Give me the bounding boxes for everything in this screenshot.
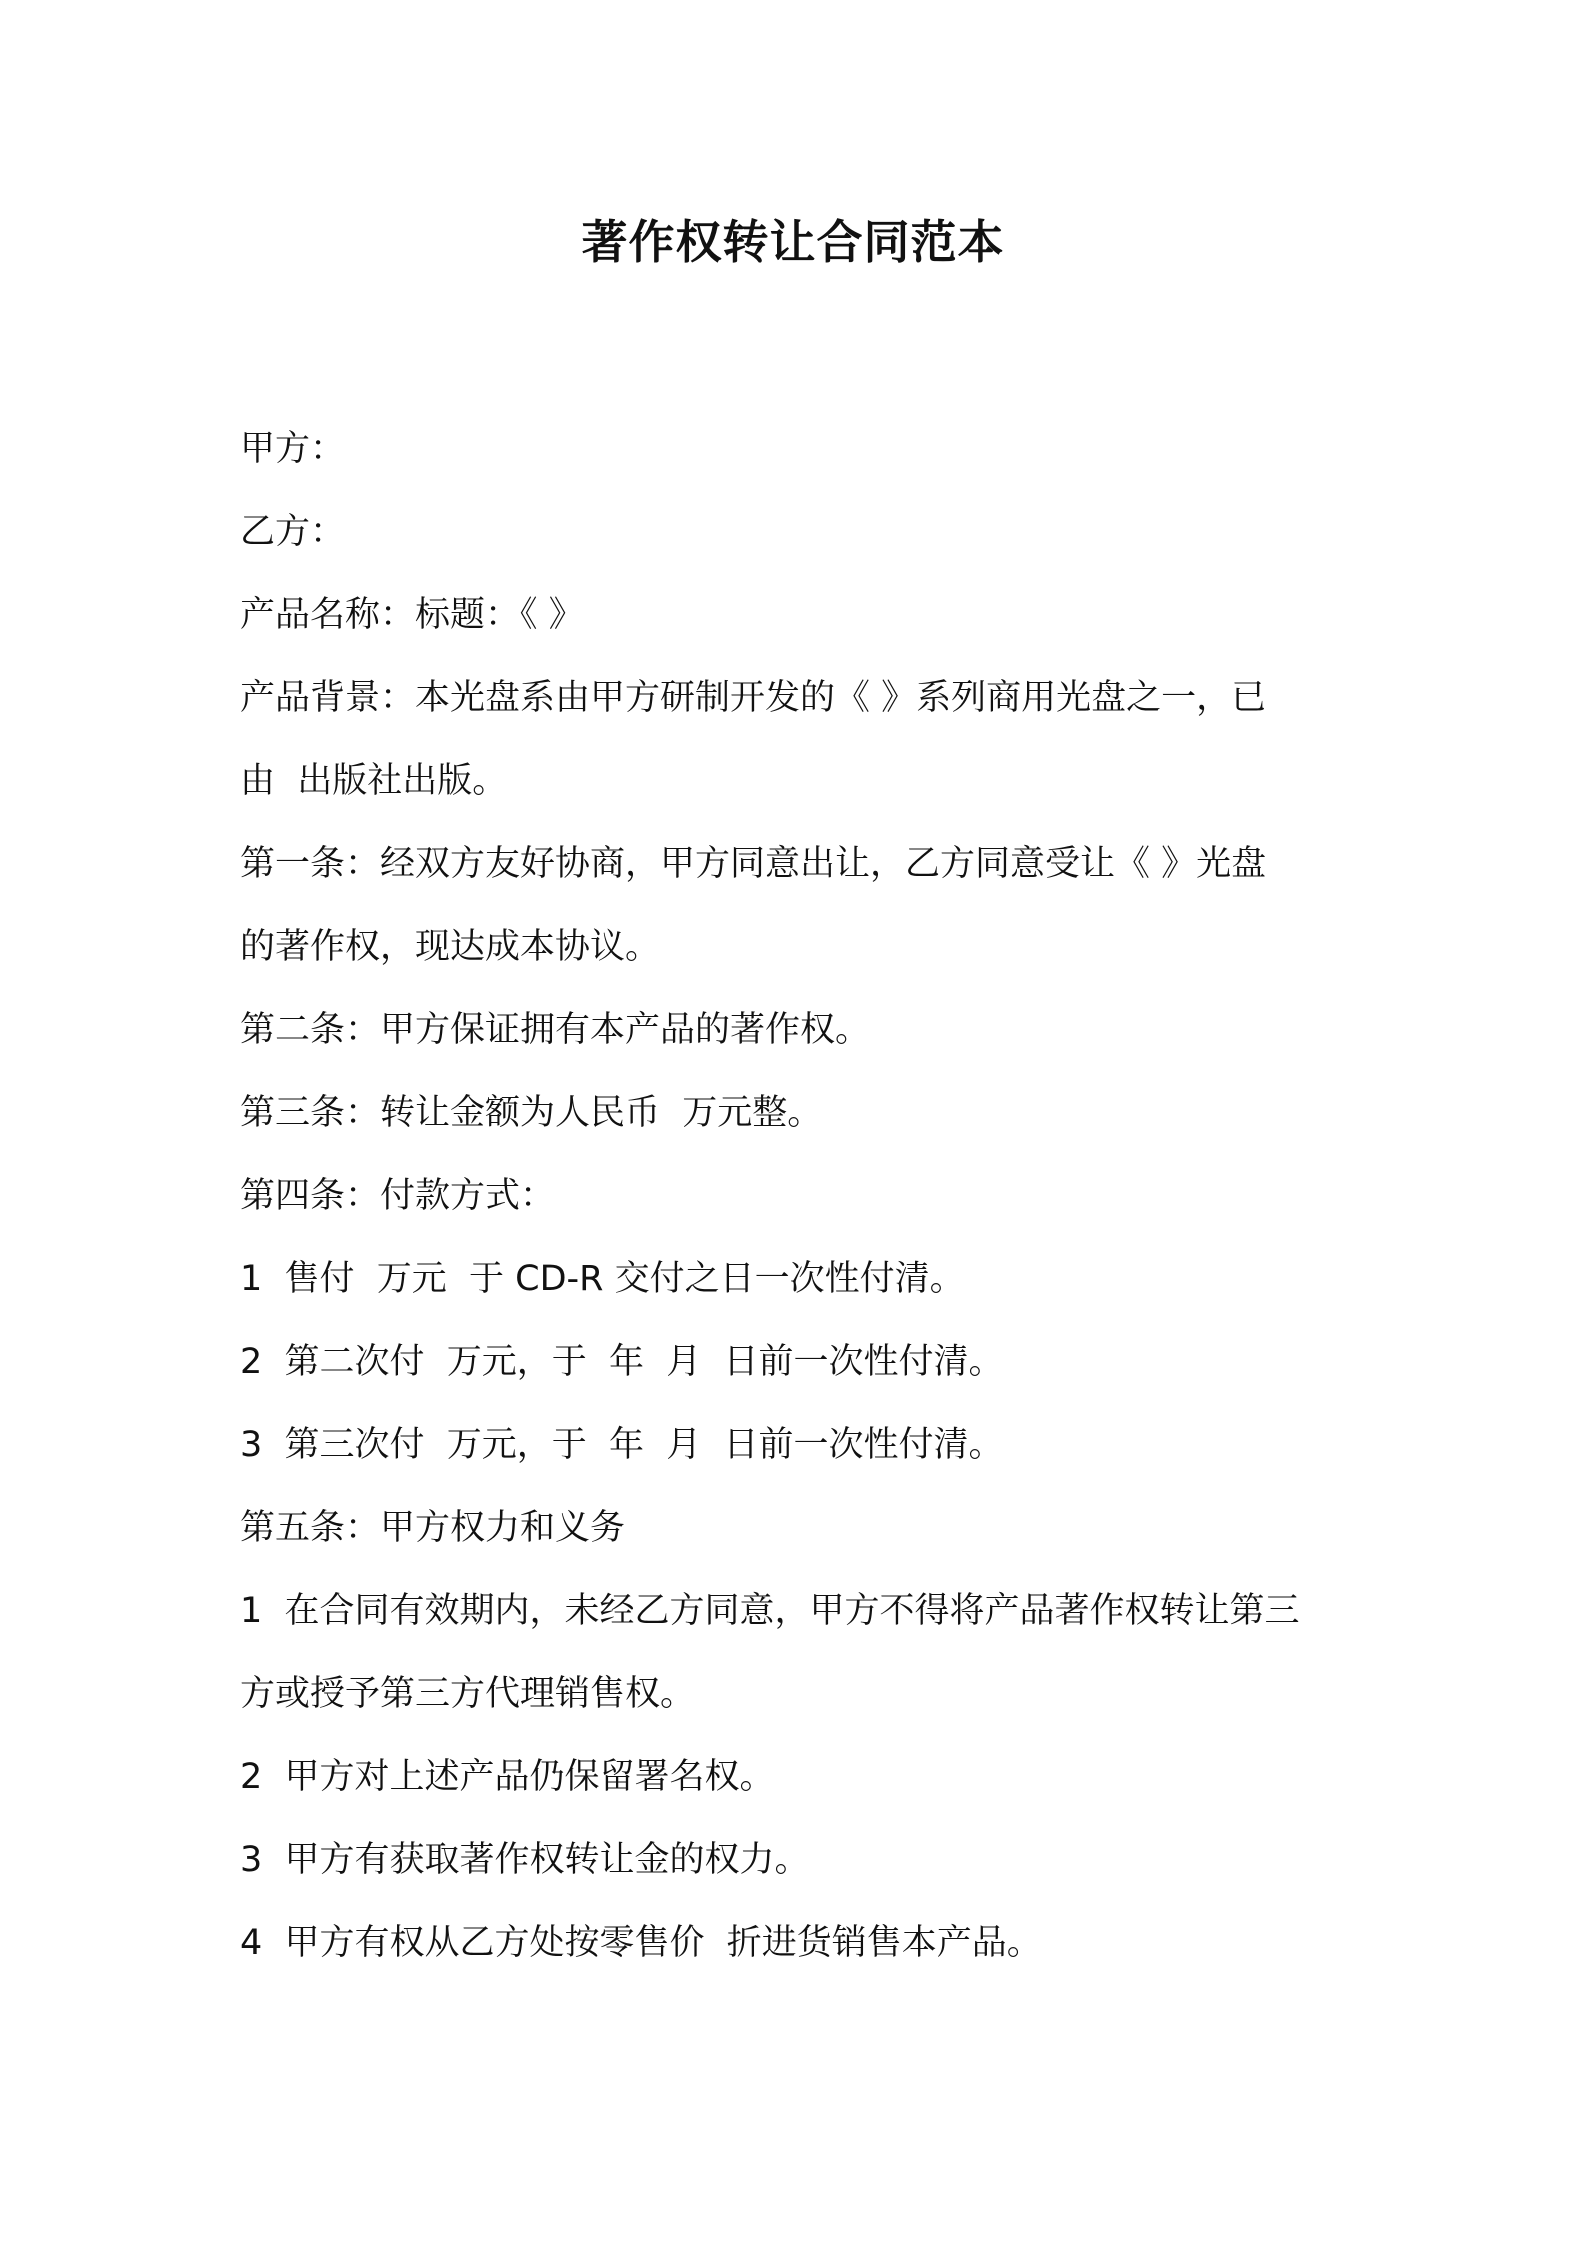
article-5-heading: 第五条：甲方权力和义务 [240, 1508, 626, 1548]
party-a-duty-1-line-1: 1 在合同有效期内，未经乙方同意，甲方不得将产品著作权转让第三 [240, 1591, 1300, 1631]
payment-item-2: 2 第二次付 万元，于 年 月 日前一次性付清。 [240, 1342, 1004, 1382]
party-b-line: 乙方： [240, 512, 346, 552]
article-4-heading: 第四条：付款方式： [240, 1176, 556, 1216]
party-a-duty-2: 2 甲方对上述产品仍保留署名权。 [240, 1757, 775, 1797]
article-2-line: 第二条：甲方保证拥有本产品的著作权。 [240, 1010, 871, 1050]
payment-item-3: 3 第三次付 万元，于 年 月 日前一次性付清。 [240, 1425, 1004, 1465]
product-name-line: 产品名称：标题：《 》 [240, 595, 584, 635]
article-1-line-1: 第一条：经双方友好协商，甲方同意出让，乙方同意受让《 》光盘 [240, 844, 1267, 884]
party-a-duty-1-line-2: 方或授予第三方代理销售权。 [240, 1674, 696, 1714]
article-3-line: 第三条：转让金额为人民币 万元整。 [240, 1093, 823, 1133]
party-a-duty-4: 4 甲方有权从乙方处按零售价 折进货销售本产品。 [240, 1923, 1042, 1963]
product-background-line-2: 由 出版社出版。 [240, 761, 508, 801]
document-body [240, 408, 1360, 1985]
party-a-line: 甲方： [240, 429, 346, 469]
party-a-duty-3: 3 甲方有获取著作权转让金的权力。 [240, 1840, 810, 1880]
article-1-line-2: 的著作权，现达成本协议。 [240, 927, 661, 967]
payment-item-1: 1 售付 万元 于 CD-R 交付之日一次性付清。 [240, 1259, 965, 1299]
product-background-line-1: 产品背景：本光盘系由甲方研制开发的《 》系列商用光盘之一，已 [240, 678, 1267, 718]
document-title: 著作权转让合同范本 [581, 215, 1005, 269]
